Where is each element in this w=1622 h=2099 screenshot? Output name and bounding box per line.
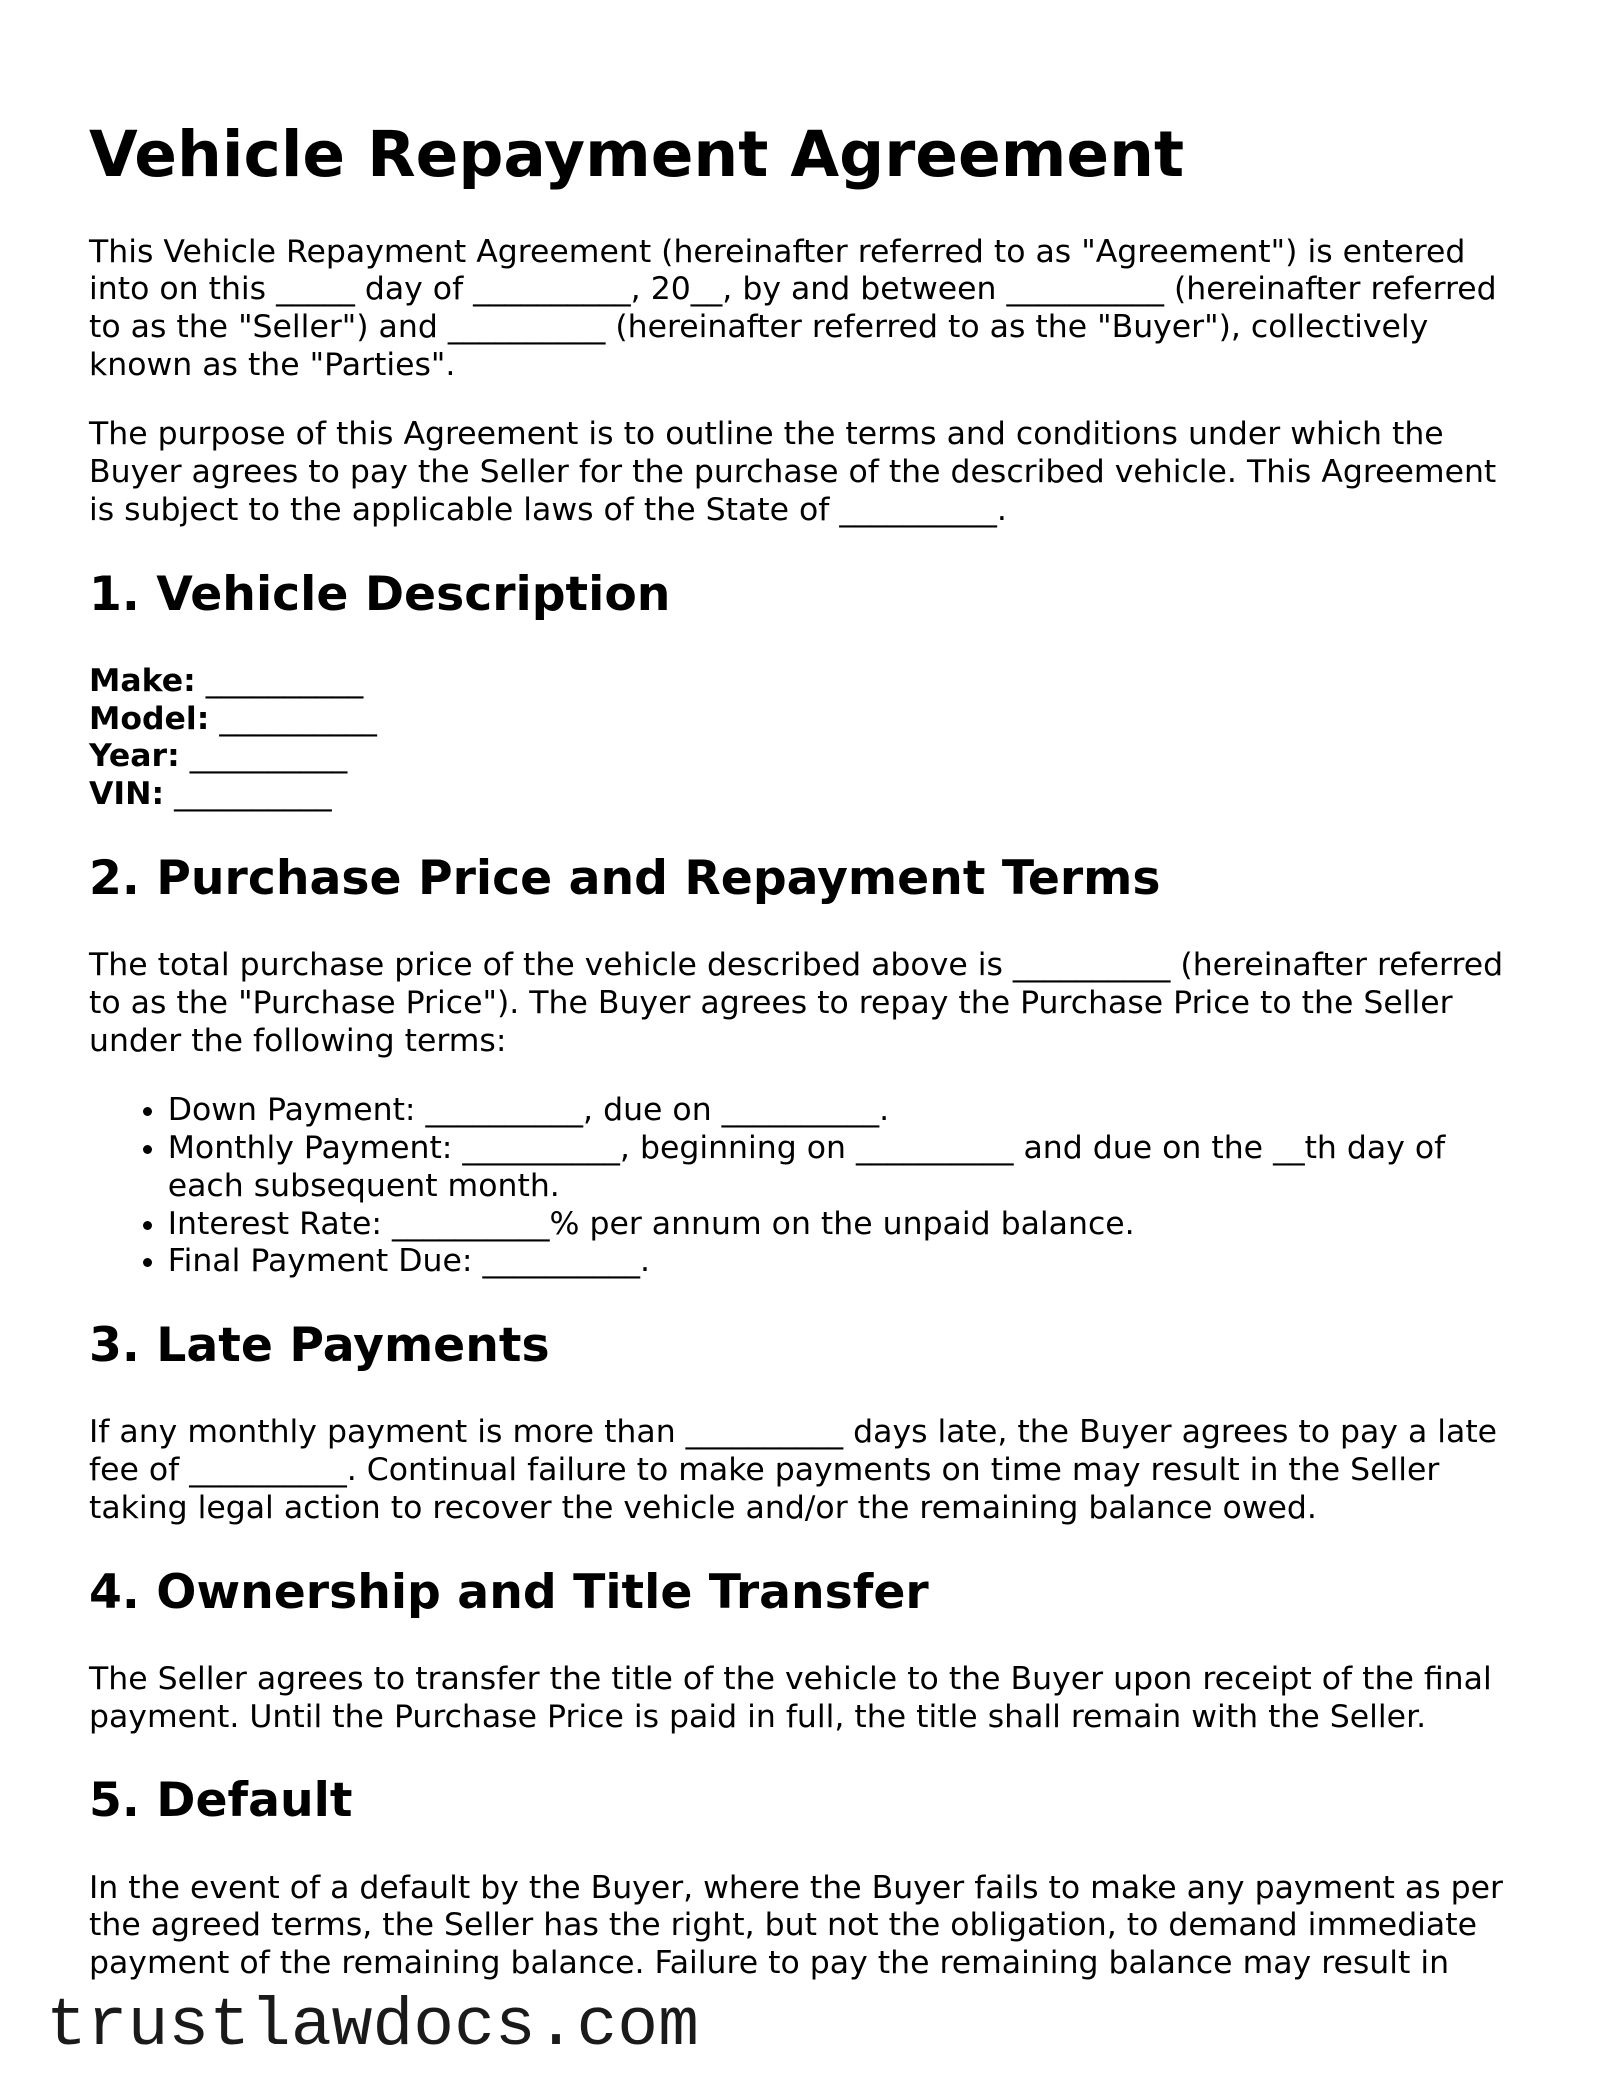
- repayment-terms-list: [89, 1092, 1491, 1281]
- vehicle-fields: [89, 663, 1521, 814]
- list-item-final-payment: • Final Payment Due: __________.: [168, 1243, 1491, 1281]
- field-blank: __________: [205, 662, 364, 699]
- list-item-down-payment: • Down Payment: __________, due on __________.: [168, 1092, 1491, 1130]
- purchase-price-paragraph: The total purchase price of the vehicle described above is __________ (hereinafter referred to as the "Purchase Price"). The Buyer agrees to repay the Purchase Price to the Seller under the following terms:: [89, 947, 1504, 1059]
- section-heading-ownership: 4. Ownership and Title Transfer: [89, 1564, 929, 1620]
- ownership-paragraph: The Seller agrees to transfer the title of the vehicle to the Buyer upon receipt of the final payment. Until the Purchase Price is paid in full, the title shall remain with the Seller.: [89, 1660, 1492, 1735]
- field-label: Year:: [89, 738, 180, 775]
- intro-paragraph-parties: This Vehicle Repayment Agreement (hereinafter referred to as "Agreement") is entered into on this _____ day of __________, 20__, by and between __________ (hereinafter referred to as the "Seller") and __________ (hereinafter referred to as the "Buyer"), collectively known as the "Parties".: [89, 233, 1497, 383]
- field-make: [89, 663, 1521, 701]
- field-label: VIN:: [89, 776, 165, 813]
- list-item-monthly-payment: • Monthly Payment: __________, beginning on __________ and due on the __th day of each subsequent month.: [168, 1130, 1491, 1206]
- late-payments-paragraph: If any monthly payment is more than __________ days late, the Buyer agrees to pay a late fee of __________. Continual failure to make payments on time may result in the Seller taking legal action to recover the vehicle and/or the remaining balance owed.: [89, 1414, 1498, 1526]
- field-blank: __________: [219, 700, 377, 737]
- field-vin: [89, 776, 1521, 814]
- field-year: [89, 738, 1521, 776]
- section-heading-purchase-price: 2. Purchase Price and Repayment Terms: [89, 851, 1161, 907]
- agreement-document: [89, 117, 1521, 1983]
- field-label: Model:: [89, 700, 210, 737]
- watermark-text: trustlawdocs.com: [46, 1988, 699, 2065]
- field-blank: __________: [174, 776, 332, 813]
- field-model: [89, 701, 1521, 739]
- section-heading-vehicle-description: 1. Vehicle Description: [89, 566, 671, 622]
- field-blank: __________: [189, 738, 348, 775]
- field-label: Make:: [89, 662, 196, 699]
- intro-paragraph-purpose: The purpose of this Agreement is to outline the terms and conditions under which the Buyer agrees to pay the Seller for the purchase of the described vehicle. This Agreement is subject to the applicable laws of the State of __________.: [89, 416, 1497, 528]
- section-heading-default: 5. Default: [89, 1773, 353, 1829]
- list-item-interest-rate: • Interest Rate: __________% per annum on the unpaid balance.: [168, 1206, 1491, 1244]
- document-title: Vehicle Repayment Agreement: [89, 118, 1185, 191]
- section-heading-late-payments: 3. Late Payments: [89, 1318, 550, 1374]
- default-paragraph: In the event of a default by the Buyer, where the Buyer fails to make any payment as per the agreed terms, the Seller has the right, but not the obligation, to demand immediate payment of the remaining balance. Failure to pay the remaining balance may result in: [89, 1869, 1503, 1982]
